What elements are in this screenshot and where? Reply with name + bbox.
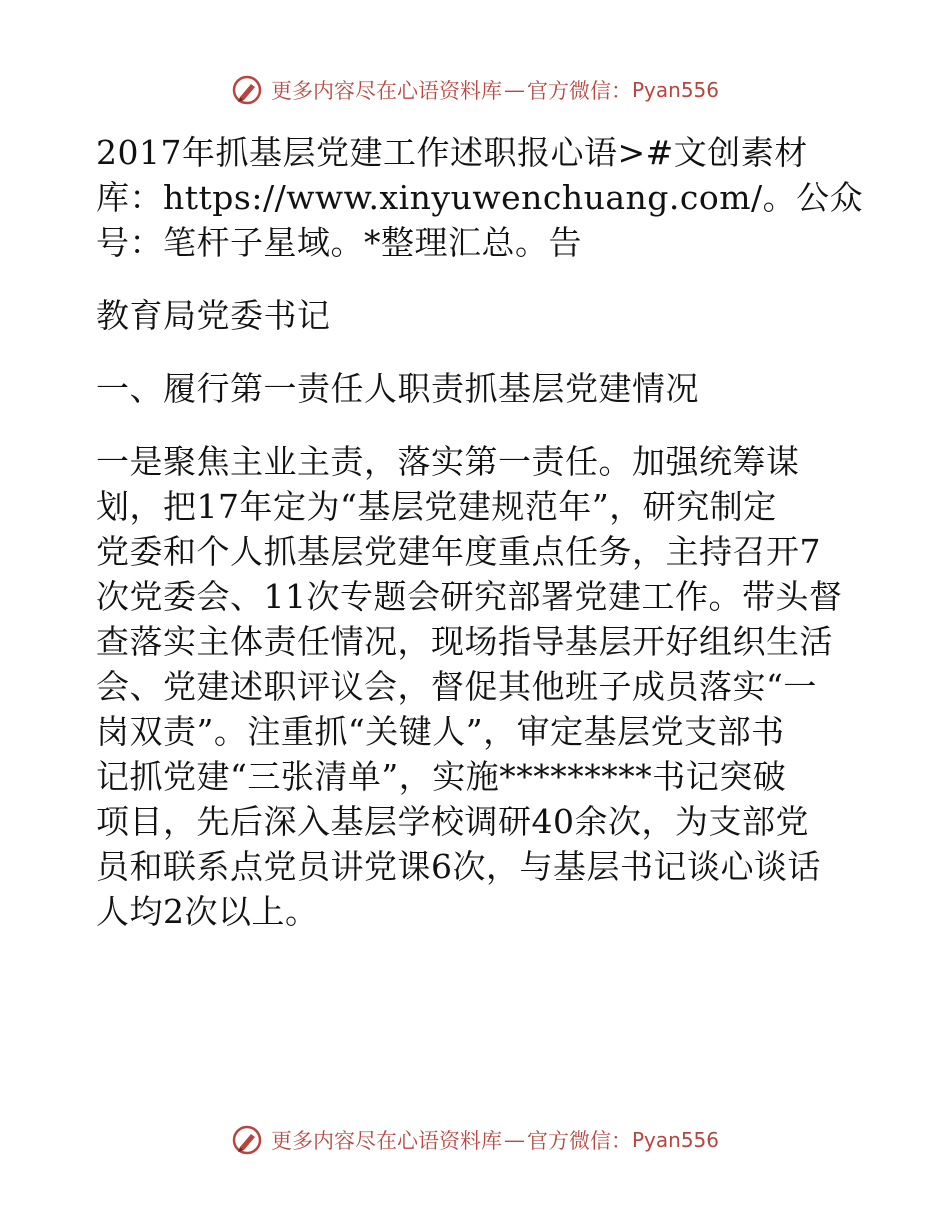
body-line: 党委和个人抓基层党建年度重点任务，主持召开7: [96, 532, 821, 571]
header-watermark: [0, 70, 950, 110]
body-line: 岗双责”。注重抓“关键人”，审定基层党支部书: [96, 712, 785, 751]
body-line: 员和联系点党员讲党课6次，与基层书记谈心谈话: [96, 847, 821, 886]
intro-line: 号：笔杆子星域。*整理汇总。告: [96, 223, 582, 262]
watermark-text: 更多内容尽在心语资料库: [270, 79, 502, 103]
author-line: 教育局党委书记: [96, 296, 331, 335]
body-line: 项目，先后深入基层学校调研40余次，为支部党: [96, 802, 809, 841]
intro-line: 2017年抓基层党建工作述职报心语>#文创素材: [96, 133, 808, 172]
body-line: 一是聚焦主业主责，落实第一责任。加强统筹谋: [96, 442, 800, 481]
body-line: 次党委会、11次专题会研究部署党建工作。带头督: [96, 577, 843, 616]
body-line: 人均2次以上。: [96, 892, 319, 931]
footer-watermark: [0, 1120, 950, 1160]
body-line: 查落实主体责任情况，现场指导基层开好组织生活: [96, 622, 833, 661]
watermark-handle: Pyan556: [631, 78, 719, 102]
document-body: [96, 130, 866, 934]
body-line: 记抓党建“三张清单”，实施*********书记突破: [96, 757, 787, 796]
watermark-wechat-label: 官方微信：: [526, 79, 632, 103]
body-line: 划，把17年定为“基层党建规范年”，研究制定: [96, 487, 777, 526]
body-line: 会、党建述职评议会，督促其他班子成员落实“一: [96, 667, 817, 706]
pen-logo-icon: [231, 1124, 263, 1156]
pen-logo-icon: [231, 74, 263, 106]
watermark-separator: —: [503, 78, 525, 102]
watermark-text: 更多内容尽在心语资料库: [270, 1129, 502, 1153]
intro-line: 库：https://www.xinyuwenchuang.com/。公众: [96, 178, 864, 217]
section-heading: 一、履行第一责任人职责抓基层党建情况: [96, 369, 699, 408]
watermark-handle: Pyan556: [631, 1128, 719, 1152]
watermark-wechat-label: 官方微信：: [526, 1129, 632, 1153]
watermark-separator: —: [503, 1128, 525, 1152]
